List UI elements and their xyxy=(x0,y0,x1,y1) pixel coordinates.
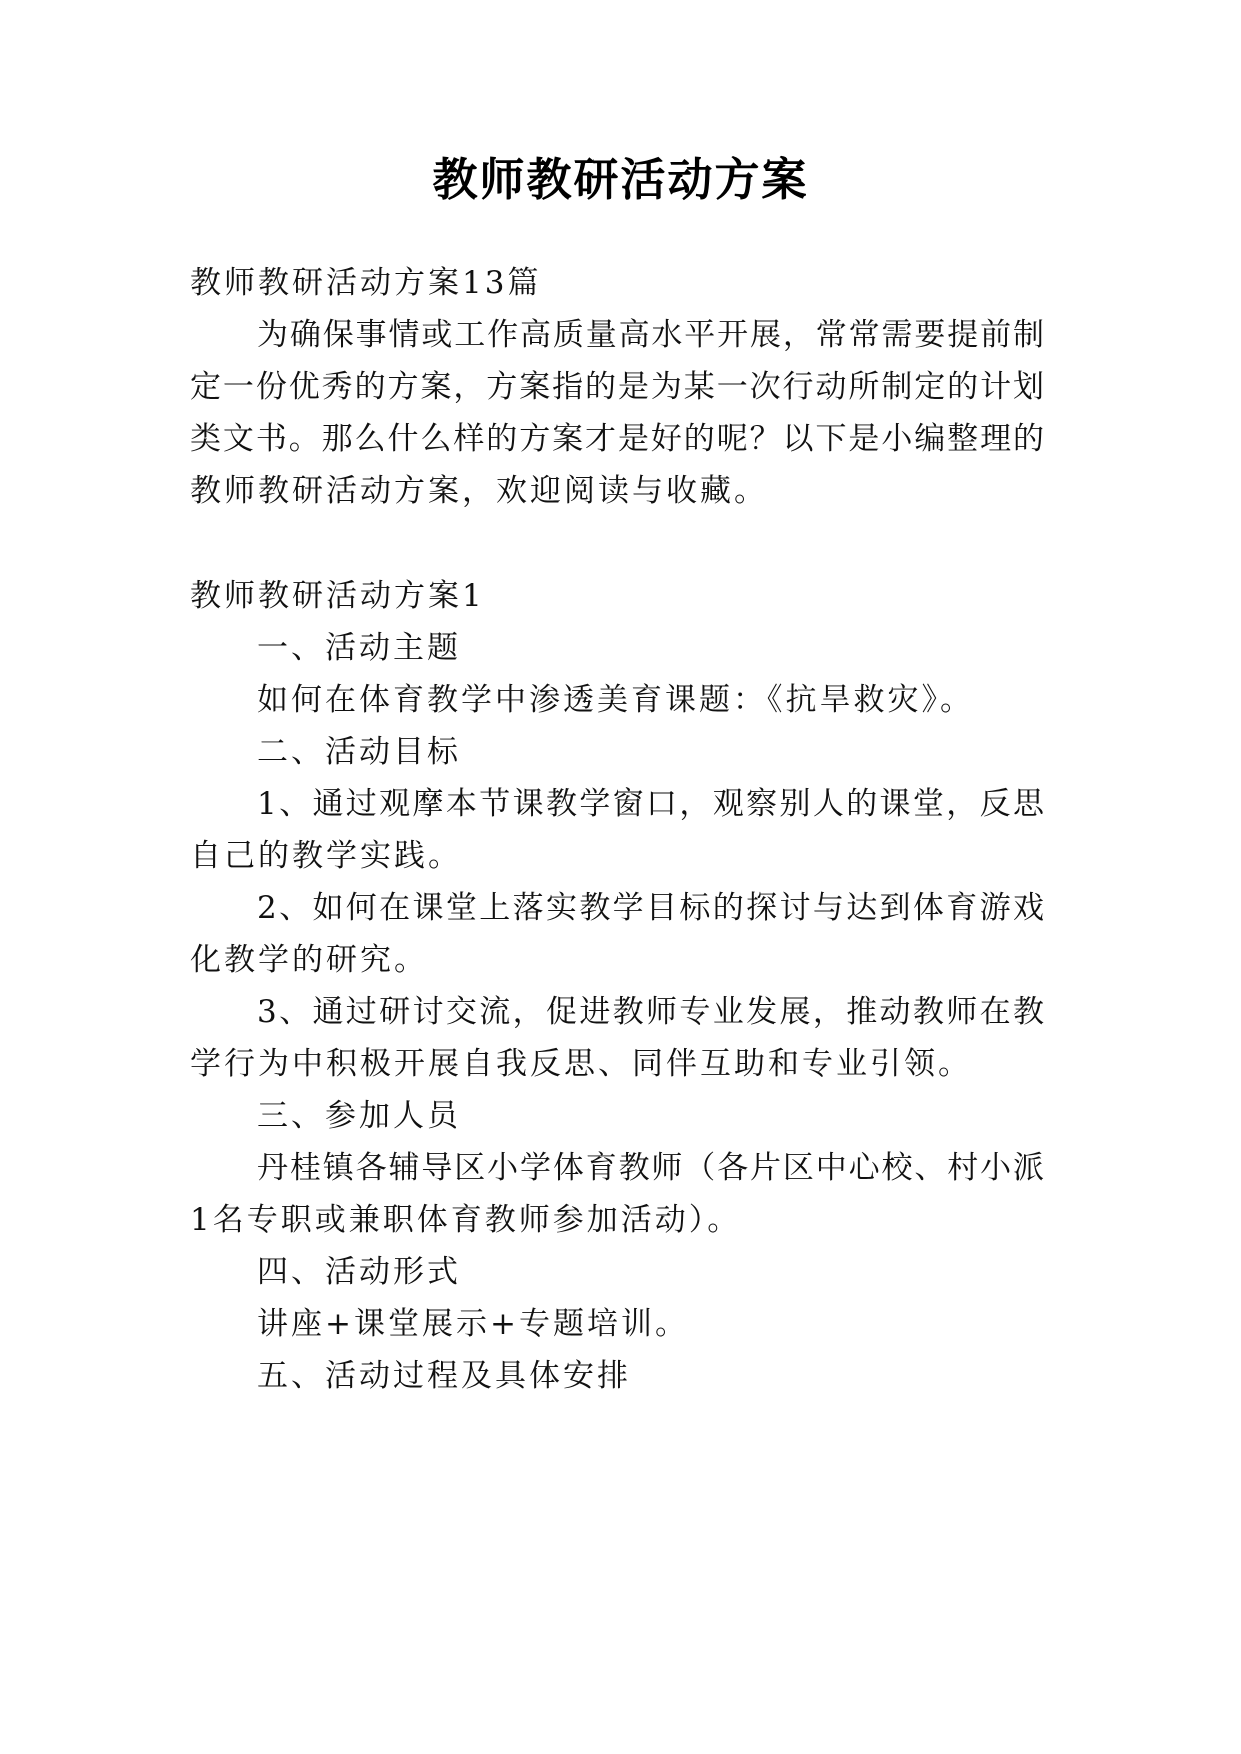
paragraph-line: 1、通过观摩本节课教学窗口，观察别人的课堂，反思 xyxy=(257,786,1044,822)
section-title: 教师教研活动方案1 xyxy=(190,578,485,614)
heading-format: 四、活动形式 xyxy=(257,1254,461,1290)
intro-line: 类文书。那么什么样的方案才是好的呢？以下是小编整理的 xyxy=(190,421,1044,457)
paragraph-line: 如何在体育教学中渗透美育课题：《抗旱救灾》。 xyxy=(257,682,974,718)
paragraph-line: 2、如何在课堂上落实教学目标的探讨与达到体育游戏 xyxy=(257,890,1044,926)
paragraph-line: 3、通过研讨交流，促进教师专业发展，推动教师在教 xyxy=(257,994,1044,1030)
paragraph-line: 丹桂镇各辅导区小学体育教师（各片区中心校、村小派 xyxy=(257,1150,1044,1186)
heading-goals: 二、活动目标 xyxy=(257,734,461,770)
paragraph-line: 自己的教学实践。 xyxy=(190,838,462,874)
intro-line: 为确保事情或工作高质量高水平开展，常常需要提前制 xyxy=(257,317,1044,353)
heading-participants: 三、参加人员 xyxy=(257,1098,461,1134)
paragraph-line: 讲座+课堂展示+专题培训。 xyxy=(257,1306,689,1342)
paragraph-line: 1名专职或兼职体育教师参加活动）。 xyxy=(190,1202,742,1238)
intro-line: 教师教研活动方案，欢迎阅读与收藏。 xyxy=(190,473,768,509)
heading-theme: 一、活动主题 xyxy=(257,630,461,666)
paragraph-line: 学行为中积极开展自我反思、同伴互助和专业引领。 xyxy=(190,1046,972,1082)
intro-line: 定一份优秀的方案，方案指的是为某一次行动所制定的计划 xyxy=(190,369,1044,405)
paragraph-line: 化教学的研究。 xyxy=(190,942,428,978)
document-subtitle: 教师教研活动方案13篇 xyxy=(190,265,542,301)
heading-process: 五、活动过程及具体安排 xyxy=(257,1358,631,1394)
document-title: 教师教研活动方案 xyxy=(432,153,809,206)
